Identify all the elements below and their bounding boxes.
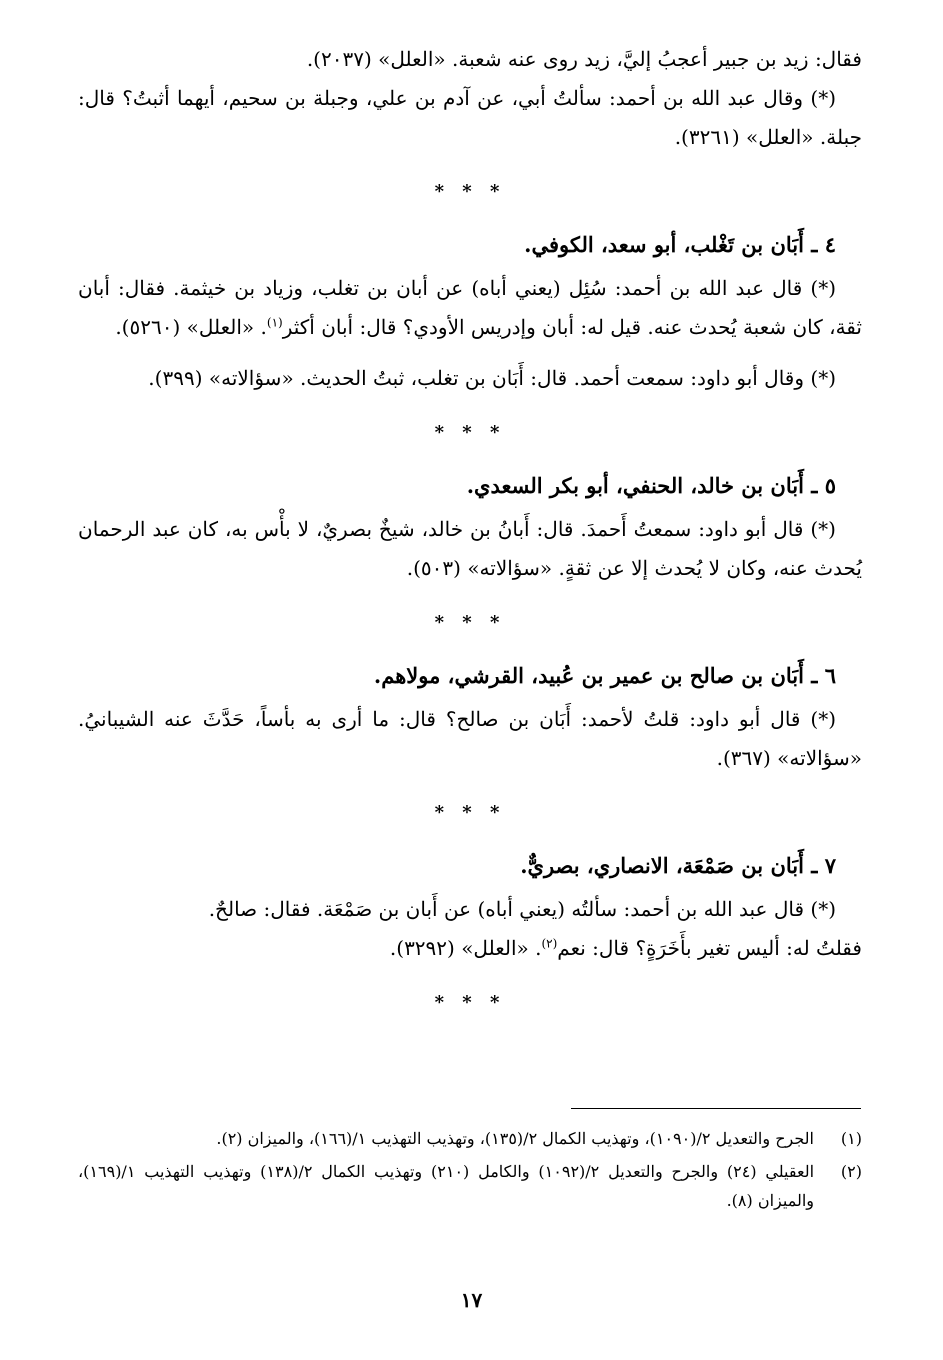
footnote-2 [78, 1157, 862, 1215]
footnote-number: (١) [840, 1129, 862, 1148]
entry-7-text-a: فقلتُ له: أليس تغير بأَخَرَةٍ؟ قال: نعم [557, 936, 862, 960]
entry-heading-7: ٧ ـ أَبَان بن صَمْعَة، الانصاري، بصريٌّ. [520, 853, 836, 878]
intro-paragraph-1: فقال: زيد بن جبير أعجبُ إليَّ، زيد روى عنه شعبة. «العلل» (٢٠٣٧). [306, 47, 862, 71]
entry-heading-6: ٦ ـ أَبَان بن صالح بن عمير بن عُبيد، القرشي، مولاهم. [373, 663, 836, 688]
entry-7-paragraph-1: (*) قال عبد الله بن أحمد: سألتُه (يعني أباه) عن أَبان بن صَمْعَة. فقال: صالحٌ. [208, 897, 836, 921]
footnote-text: الجرح والتعديل ٢/(١٠٩٠)، وتهذيب الكمال ٢/(١٣٥)، وتهذيب التهذيب ١/(١٦٦)، والميزان (٢). [216, 1129, 814, 1148]
entry-heading-5: ٥ ـ أَبَان بن خالد، الحنفي، أبو بكر السعدي. [466, 473, 836, 498]
footnote-divider [571, 1108, 861, 1109]
footnote-number: (٢) [840, 1162, 862, 1181]
main-text [78, 40, 862, 1036]
page-number: ١٧ [460, 1288, 483, 1312]
section-separator: * * * [434, 612, 506, 633]
entry-7-paragraph-2 [78, 929, 862, 968]
entry-4-paragraph-1 [78, 269, 862, 347]
entry-4-text-b: . «العلل» (٥٢٦٠). [115, 315, 267, 339]
section-separator: * * * [434, 422, 506, 443]
footnote-ref-2[interactable]: (٢) [541, 936, 558, 951]
footnote-1 [78, 1124, 862, 1153]
section-separator: * * * [434, 802, 506, 823]
entry-4-paragraph-2: (*) وقال أبو داود: سمعت أحمد. قال: أَبَان بن تغلب، ثبتُ الحديث. «سؤالاته» (٣٩٩). [148, 366, 836, 390]
entry-4-text-a: (*) قال عبد الله بن أحمد: سُئِل (يعني أباه) عن أبان بن تغلب، وزياد بن خيثمة. فقال: أبان ثقة، كان شعبة يُحدث عنه. قيل له: أبان وإدريس الأودي؟ قال: أبان أكثر [78, 276, 862, 339]
section-separator: * * * [434, 181, 506, 202]
footnote-text: العقيلي (٢٤) والجرح والتعديل ٢/(١٠٩٢) والكامل (٢١٠) وتهذيب الكمال ٢/(١٣٨) وتهذيب التهذيب ١/(١٦٩)، والميزان (٨). [78, 1162, 815, 1210]
entry-6-paragraph-1: (*) قال أبو داود: قلتُ لأحمد: أَبَان بن صالح؟ قال: ما أرى به بأساً، حَدَّثَ عنه الشيبانيُ. «سؤالاته» (٣٦٧). [78, 707, 862, 770]
entry-5-paragraph-1: (*) قال أبو داود: سمعتُ أَحمدَ. قال: أَبانُ بن خالد، شيخٌ بصريٌ، لا بأْس به، كان عبد الرحمان يُحدث عنه، وكان لا يُحدث إلا عن ثقةٍ. «سؤالاته» (٥٠٣). [78, 517, 862, 580]
entry-7-text-b: . «العلل» (٣٢٩٢). [389, 936, 542, 960]
section-separator: * * * [434, 992, 506, 1013]
footnotes [78, 1124, 862, 1219]
entry-heading-4: ٤ ـ أَبَان بن تَغْلب، أبو سعد، الكوفي. [524, 232, 836, 257]
intro-paragraph-2: (*) وقال عبد الله بن أحمد: سألتُ أبي، عن آدم بن علي، وجبلة بن سحيم، أيهما أثبتُ؟ قال: جبلة. «العلل» (٣٢٦١). [78, 86, 862, 149]
footnote-ref-1[interactable]: (١) [266, 315, 283, 330]
